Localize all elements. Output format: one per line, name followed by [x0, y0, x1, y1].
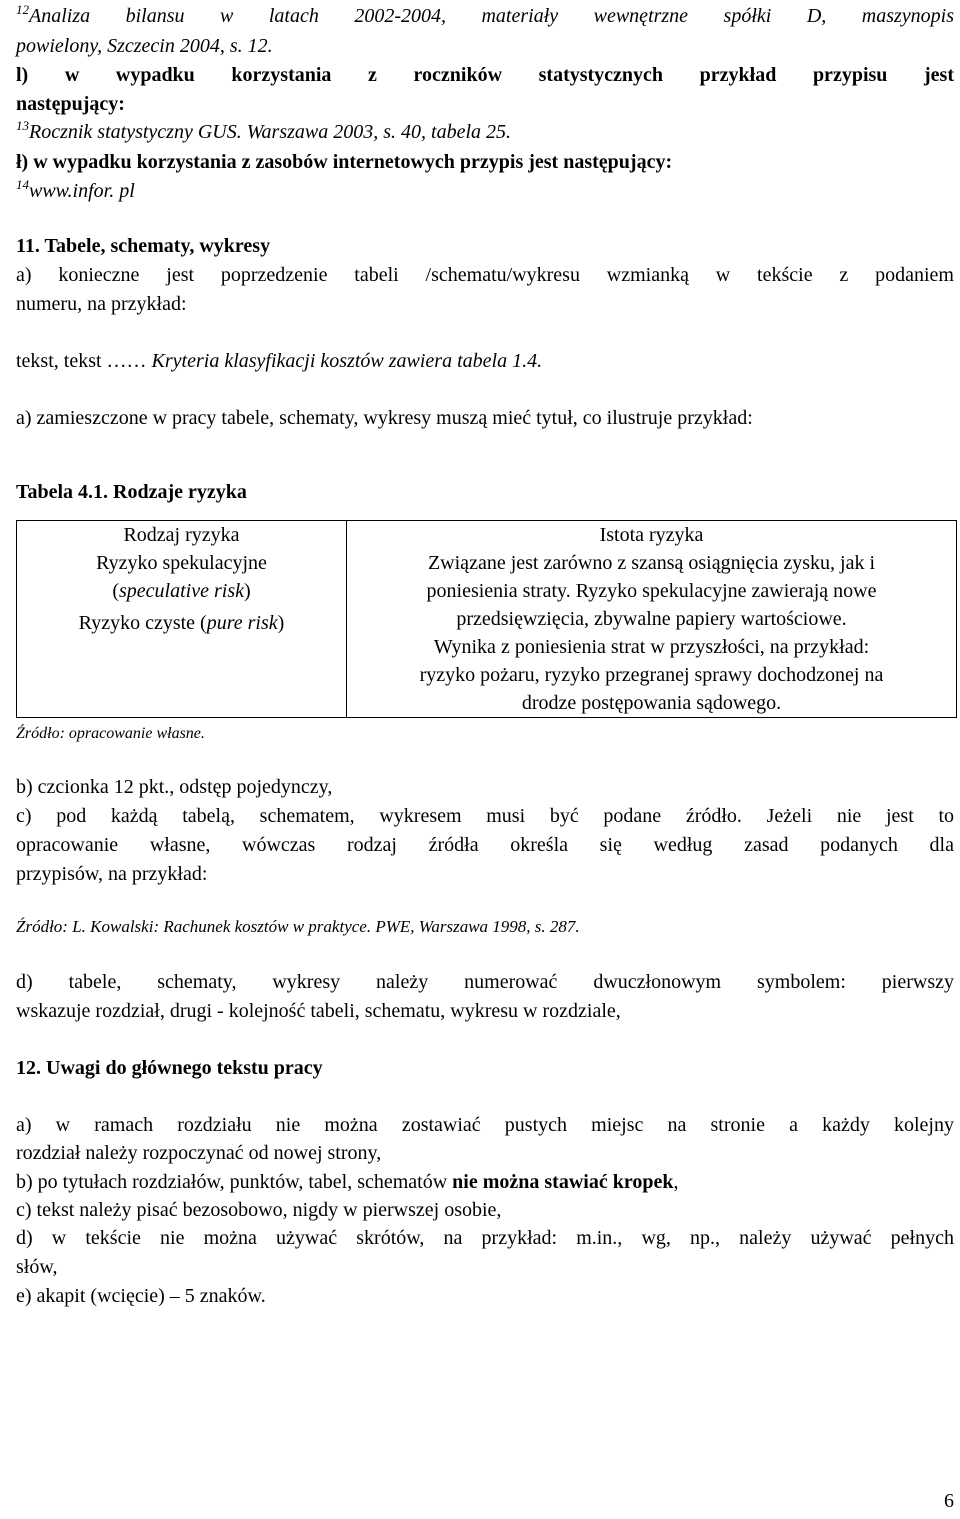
example-text: tekst, tekst …… Kryteria klasyfikacji kosztów zawiera tabela 1.4.	[16, 350, 543, 372]
footnote-14: $^{14}$www.infor. pl	[16, 177, 135, 202]
s12-d-line2: słów,	[16, 1256, 58, 1278]
table-source: Źródło: opracowanie własne.	[16, 725, 205, 742]
item-d-line2: wskazuje rozdział, drugi - kolejność tabeli, schematu, wykresu w rozdziale,	[16, 1000, 621, 1022]
item-c-line3: przypisów, na przykład:	[16, 863, 208, 885]
page-number: 6	[944, 1490, 954, 1512]
risk-desc-speculative-2: poniesienia straty. Ryzyko spekulacyjne zawierają nowe	[426, 580, 877, 602]
section-12-heading: 12. Uwagi do głównego tekstu pracy	[16, 1057, 323, 1079]
risk-description-cell	[347, 521, 957, 718]
footnote-number: 12	[16, 2, 29, 17]
risk-desc-pure-3: drodze postępowania sądowego.	[521, 692, 782, 714]
item-d-line1: d) tabele, schematy, wykresy należy numerować dwuczłonowym symbolem: pierwszy	[16, 971, 954, 993]
item-a1-line1: a) konieczne jest poprzedzenie tabeli /schematu/wykresu wzmianką w tekście z podaniem	[16, 264, 954, 286]
footnote-12-line2: powielony, Szczecin 2004, s. 12.	[16, 35, 273, 57]
item-l-line1: l) w wypadku korzystania z roczników statystycznych przykład przypisu jest	[16, 64, 954, 86]
item-c-line2: opracowanie własne, wówczas rodzaj źródła określa się według zasad podanych dla	[16, 834, 954, 856]
risk-type-cell	[17, 521, 347, 718]
risk-desc-speculative-1: Związane jest zarówno z szansą osiągnięcia zysku, jak i	[427, 552, 876, 574]
risk-type-speculative-en: (speculative risk)	[112, 580, 251, 602]
item-l-line2: następujący:	[16, 93, 125, 115]
footnote-13: $^{13}$Rocznik statystyczny GUS. Warszawa 2003, s. 40, tabela 25.	[16, 118, 512, 143]
risk-type-speculative: Ryzyko spekulacyjne	[96, 552, 267, 574]
risk-desc-pure-2: ryzyko pożaru, ryzyko przegranej sprawy dochodzonej na	[419, 664, 884, 686]
s12-a-line2: rozdział należy rozpoczynać od nowej strony,	[16, 1142, 382, 1164]
s12-d-line1: d) w tekście nie można używać skrótów, na przykład: m.in., wg, np., należy używać pełnych	[16, 1227, 954, 1249]
s12-b: b) po tytułach rozdziałów, punktów, tabel, schematów nie można stawiać kropek,	[16, 1171, 679, 1193]
col2-header: Istota ryzyka	[599, 524, 704, 546]
table-title: Tabela 4.1. Rodzaje ryzyka	[16, 481, 247, 503]
footnote-number: 13	[16, 118, 29, 133]
footnote-12-line1: $^{12}$Analiza bilansu w latach 2002-2004, materiały wewnętrzne spółki D, maszynopis	[16, 2, 954, 27]
item-b: b) czcionka 12 pkt., odstęp pojedynczy,	[16, 776, 333, 798]
s12-a-line1: a) w ramach rozdziału nie można zostawiać pustych miejsc na stronie a każdy kolejny	[16, 1114, 954, 1136]
col1-header: Rodzaj ryzyka	[123, 524, 240, 546]
risk-desc-speculative-3: przedsięwzięcia, zbywalne papiery wartościowe.	[456, 608, 847, 630]
item-c-line1: c) pod każdą tabelą, schematem, wykresem musi być podane źródło. Jeżeli nie jest to	[16, 805, 954, 827]
item-a1-line2: numeru, na przykład:	[16, 293, 187, 315]
footnote-number: 14	[16, 177, 29, 192]
s12-e: e) akapit (wcięcie) – 5 znaków.	[16, 1285, 266, 1307]
item-l2: ł) w wypadku korzystania z zasobów internetowych przypis jest następujący:	[16, 151, 673, 173]
source-example: Źródło: L. Kowalski: Rachunek kosztów w praktyce. PWE, Warszawa 1998, s. 287.	[16, 917, 580, 936]
item-a2: a) zamieszczone w pracy tabele, schematy, wykresy muszą mieć tytuł, co ilustruje przykład:	[16, 407, 753, 429]
risk-desc-pure-1: Wynika z poniesienia strat w przyszłości, na przykład:	[433, 636, 870, 658]
section-11-heading: 11. Tabele, schematy, wykresy	[16, 235, 271, 257]
s12-c: c) tekst należy pisać bezosobowo, nigdy w pierwszej osobie,	[16, 1199, 502, 1221]
risk-type-pure: Ryzyko czyste (pure risk)	[78, 612, 285, 634]
risk-table	[16, 520, 957, 718]
